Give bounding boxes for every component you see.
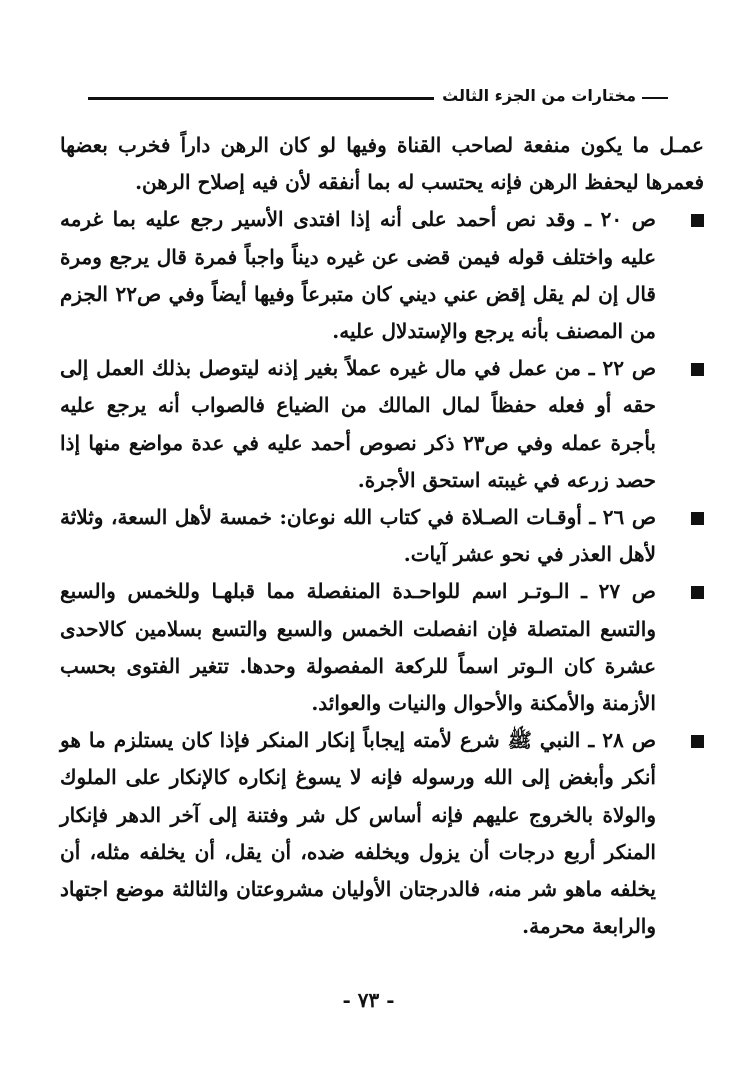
entry-page-27 <box>60 573 704 722</box>
page-number: - ٧٣ - <box>342 988 395 1012</box>
header-rule <box>88 97 434 100</box>
entry-text: ص ٢٠ ـ وقد نص أحمد على أنه إذا افتدى الأسير رجع عليه بما غرمه عليه واختلف قوله فيمن قضى عن غيره ديناً واجباً فمرة قال يرجع ومرة قال إن لم يقل إقض عني ديني كان متبرعاً وفيها أيضاً وفي ص٢٢ الجزم من المصنف بأنه يرجع والإستدلال عليه. <box>60 207 656 344</box>
entry-text: ص ٢٢ ـ من عمل في مال غيره عملاً بغير إذنه ليتوصل بذلك العمل إلى حقه أو فعله حفظاً لمال المالك من الضياع فالصواب أنه يرجع عليه بأجرة عمله وفي ص٢٣ ذكر نصوص أحمد عليه في عدة مواضع منها إذا حصد زرعه في غيبته استحق الأجرة. <box>60 356 656 492</box>
header-title: مختارات من الجزء الثالث <box>442 86 636 105</box>
entry-text: ص ٢٦ ـ أوقـات الصـلاة في كتاب الله نوعان: خمسة لأهل السعة، وثلاثة لأهل العذر في نحو عشر آيات. <box>60 505 656 567</box>
entry-page-20 <box>60 201 704 350</box>
header-lead-line <box>642 97 668 99</box>
entry-page-26 <box>60 499 704 573</box>
body-text <box>60 127 704 945</box>
entry-text: ص ٢٧ ـ الـوتـر اسم للواحـدة المنفصلة مما قبلهـا وللخمس والسبع والتسع المتصلة فإن انفصلت الخمس والسبع والتسع بسلامين كالاحدى عشرة كان الـوتر اسماً للركعة المفصولة وحدها. تتغير الفتوى بحسب الأزمنة والأمكنة والأحوال والنيات والعوائد. <box>60 579 656 716</box>
entry-page-28 <box>60 722 704 945</box>
running-header <box>88 68 668 108</box>
square-bullet-icon <box>691 512 704 525</box>
square-bullet-icon <box>691 363 704 376</box>
entry-page-22 <box>60 350 704 499</box>
square-bullet-icon <box>691 214 704 227</box>
entry-text: ص ٢٨ ـ النبي ﷺ شرع لأمته إيجاباً إنكار المنكر فإذا كان يستلزم ما هو أنكر وأبغض إلى الله ورسوله فإنه لا يسوغ إنكاره كالإنكار على الملوك والولاة بالخروج عليهم فإنه أساس كل شر وفتنة إلى آخر الدهر فإنكار المنكر أربع درجات أن يزول ويخلفه ضده، أن يقل، أن يخلفه مثله، أن يخلفه ماهو شر منه، فالدرجتان الأوليان مشروعتان والثالثة موضع اجتهاد والرابعة محرمة. <box>60 728 657 939</box>
intro-paragraph: عمـل ما يكون منفعة لصاحب القناة وفيها لو كان الرهن داراً فخرب بعضها فعمرها ليحفظ الرهن فإنه يحتسب له بما أنفقه لأن فيه إصلاح الرهن. <box>60 133 704 195</box>
square-bullet-icon <box>691 735 704 748</box>
square-bullet-icon <box>691 586 704 599</box>
